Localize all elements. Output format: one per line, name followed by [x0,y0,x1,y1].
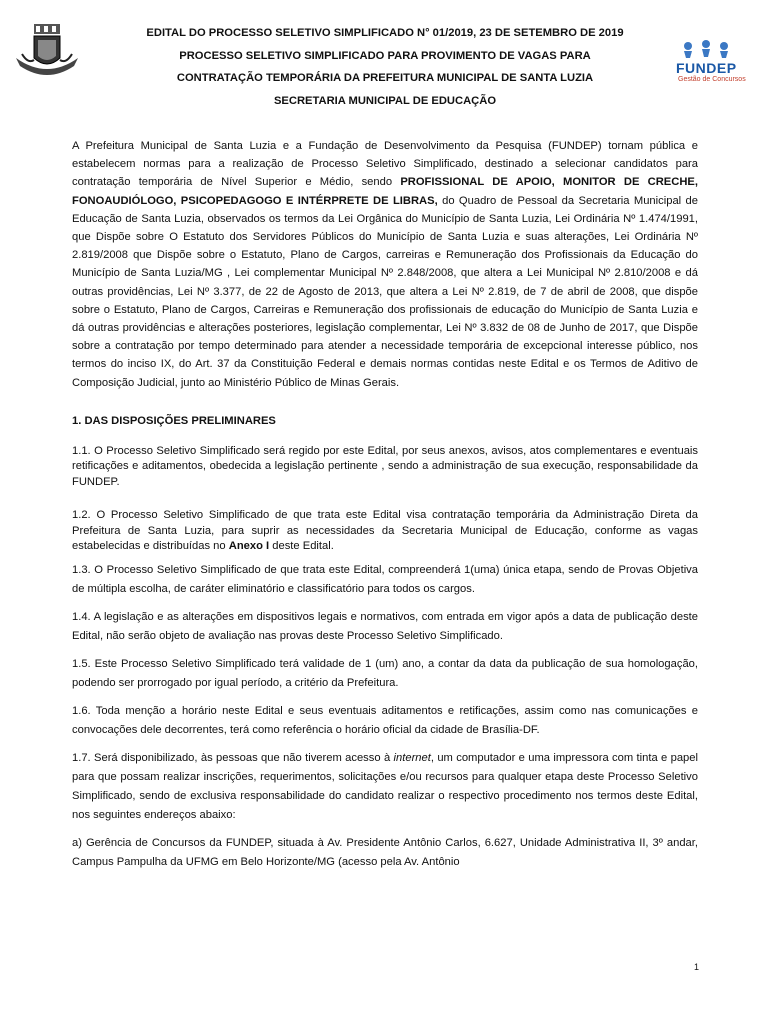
section-1-title: 1. DAS DISPOSIÇÕES PRELIMINARES [72,414,276,427]
document-header [0,22,770,112]
paragraph-1-4: 1.4. A legislação e as alterações em dispositivos legais e normativos, com entrada em vigor após a data de publicação deste Edital, não serão objeto de avaliação nas provas deste Processo Seletivo Simplificado. [72,610,698,642]
paragraph-1-7-text-b: , um computador e uma impressora com tinta e papel para que possam realizar inscrições, requerimentos, solicitações e/ou recursos para qualquer etapa deste Processo Seletivo Simplificado, sendo de exclusiva responsabilidade do candidato realizar o respectivo procedimento nos termos deste Edital, nos seguintes endereços abaixo: [72,751,698,821]
page-number: 1 [694,962,700,972]
paragraph-1-6: 1.6. Toda menção a horário neste Edital e seus eventuais aditamentos e retificações, assim como nas comunicações e convocações dele decorrentes, terá como referência o horário oficial da cidade de Brasília-DF. [72,704,698,736]
fundep-logo-subtext: Gestão de Concursos [678,76,746,83]
paragraph-1-3: 1.3. O Processo Seletivo Simplificado de que trata este Edital, compreenderá 1(uma) única etapa, sendo de Provas Objetiva de múltipla escolha, de caráter eliminatório e classificatório para todos os cargos. [72,563,698,595]
paragraph-1-7-text-a: 1.7. Será disponibilizado, às pessoas que não tiverem acesso à [72,751,394,764]
paragraph-1-2-annex: Anexo I [228,540,270,553]
edital-subtitle-line-1: PROCESSO SELETIVO SIMPLIFICADO PARA PROVIMENTO DE VAGAS PARA [179,49,591,62]
paragraph-1-7 [72,749,698,825]
paragraph-item-a: a) Gerência de Concursos da FUNDEP, situada à Av. Presidente Antônio Carlos, 6.627, Unidade Administrativa II, 3º andar, Campus Pampulha da UFMG em Belo Horizonte/MG (acesso pela Av. Antônio [72,836,698,868]
paragraph-1-2 [72,508,698,555]
paragraph-1-5: 1.5. Este Processo Seletivo Simplificado terá validade de 1 (um) ano, a contar da data da publicação de sua homologação, podendo ser prorrogado por igual período, a critério da Prefeitura. [72,657,698,689]
fundep-logo-text: FUNDEP [676,60,737,76]
paragraph-1-7-italic: internet [393,751,431,764]
edital-title: EDITAL DO PROCESSO SELETIVO SIMPLIFICADO N° 01/2019, 23 DE SETEMBRO DE 2019 [146,27,624,39]
paragraph-1-2-text-a: 1.2. O Processo Seletivo Simplificado de que trata este Edital visa contratação temporária da Administração Direta da Prefeitura de Santa Luzia, para suprir as necessidades da Secretaria Municipal de Educação, conforme as vagas estabelecidas e distribuídas no [72,509,698,553]
intro-bold-roles: PROFISSIONAL DE APOIO, MONITOR DE CRECHE, FONOAUDIÓLOGO, PSICOPEDAGOGO E INTÉRPRETE DE LIBRAS, [72,176,698,207]
intro-text-a: A Prefeitura Municipal de Santa Luzia e a Fundação de Desenvolvimento da Pesquisa (FUNDEP) tornam pública e estabelecem normas para a realização de Processo Seletivo Simplificado, destinado a selecionar candidatos para contratação temporária de Nível Superior e Médio, sendo [72,140,698,189]
paragraph-1-1: 1.1. O Processo Seletivo Simplificado será regido por este Edital, por seus anexos, avisos, atos complementares e eventuais retificações e aditamentos, obedecida a legislação pertinente , sendo a administração de sua execução, responsabilidade da FUNDEP. [72,444,698,488]
intro-paragraph [72,137,698,392]
paragraph-1-2-text-b: deste Edital. [269,540,334,553]
edital-subtitle-line-3: SECRETARIA MUNICIPAL DE EDUCAÇÃO [273,94,497,107]
edital-subtitle-line-2: CONTRATAÇÃO TEMPORÁRIA DA PREFEITURA MUNICIPAL DE SANTA LUZIA [176,72,594,84]
document-body [72,137,698,872]
intro-text-b: do Quadro de Pessoal da Secretaria Municipal de Educação de Santa Luzia, observados os termos da Lei Orgânica do Município de Santa Luzia, Lei Ordinária Nº 1.474/1991, que Dispõe sobre O Estatuto dos Servidores Públicos do Município de Santa Luzia e suas alterações, Lei Ordinária Nº 2.819/2008 que Dispõe sobre o Estatuto, Plano de Cargos, carreiras e Remuneração dos Profissionais da Educação do Município de Santa Luzia/MG , Lei complementar Municipal Nº 2.848/2008, que altera a Lei Municipal Nº 2.810/2008 e dá outras providências, Lei Nº 3.377, de 22 de Agosto de 2013, que altera a Lei Nº 2.819, de 7 de abril de 2008, que dispõe sobre o Estatuto, Plano de Cargos, Carreiras e Remuneração dos profissionais de educação do Município de Santa Luzia e dá outras providências e alterações posteriores, legislação complementar, Lei Nº 3.832 de 08 de Junho de 2017, que Dispõe sobre a contratação por tempo determinado para atender a necessidade temporária de excepcional interesse público, nos termos do inciso IX, do Art. 37 da Constituição Federal e demais normas contidas neste Edital e os Termos de Aditivo de Composição Judicial, junto ao Ministério Público de Minas Gerais. [72,194,698,389]
